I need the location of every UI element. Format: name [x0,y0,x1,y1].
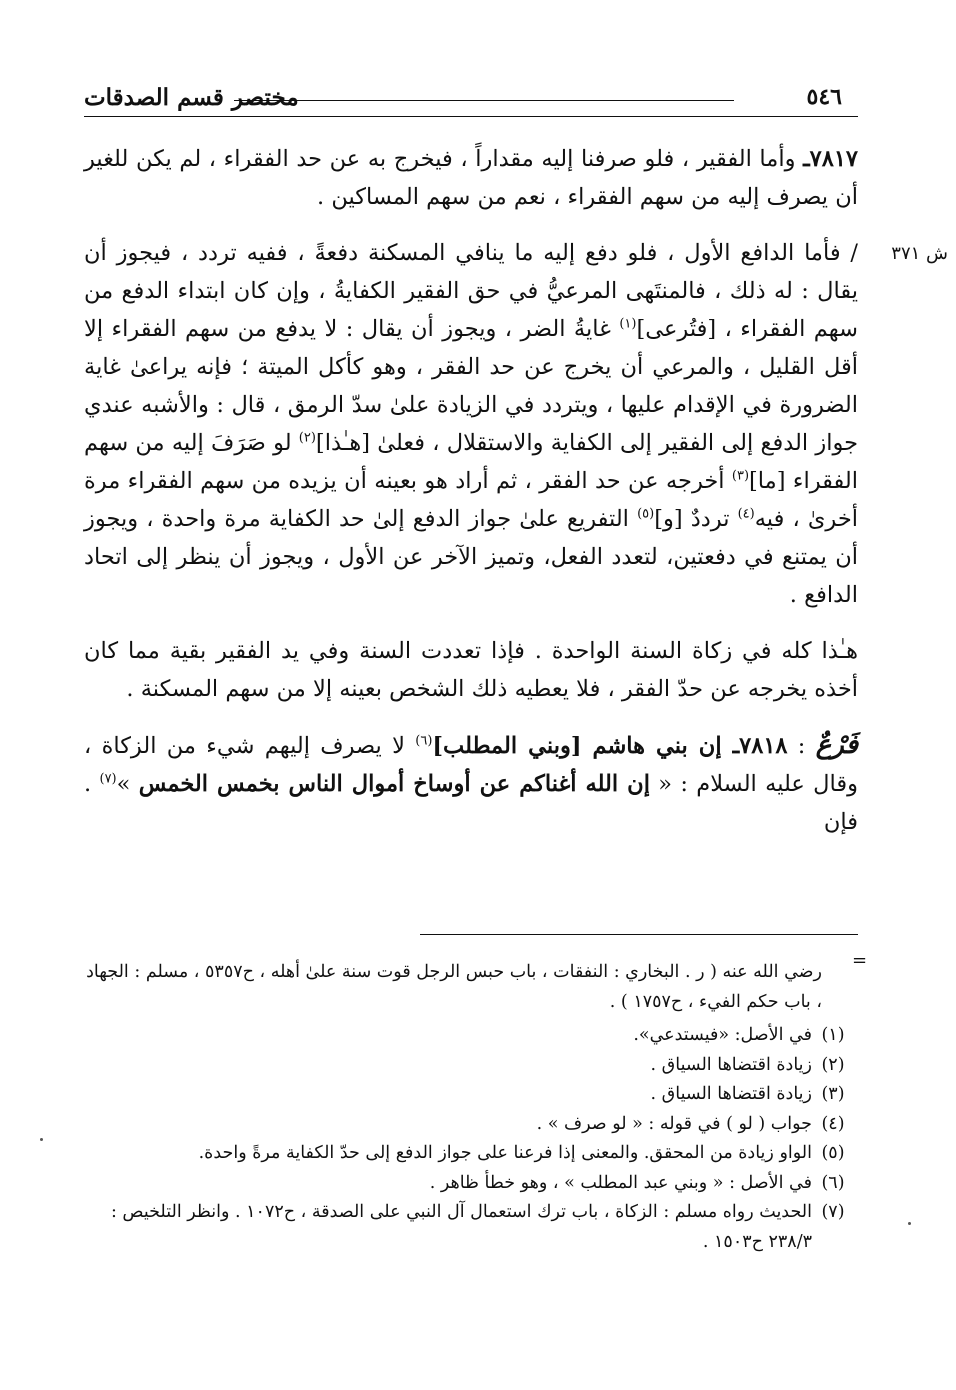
footnote-number: (٢) [821,1054,845,1075]
footnotes [84,958,854,1257]
footnote-5 [84,1139,854,1169]
footnote-3 [84,1080,854,1110]
footnote-ref-4[interactable]: (٤) [737,506,755,522]
colon: : [787,733,816,759]
footnote-ref-3[interactable]: (٣) [731,468,750,484]
paragraph-text: لا يصرف إليهم شيء من الزكاة ، وقال عليه السلام : « [84,733,858,797]
footnote-ref-7[interactable]: (٧) [99,771,117,787]
header-dash-rule [234,100,734,101]
footnote-number: (١) [821,1025,845,1045]
paragraph-text: . فإن [84,771,858,835]
footnote-ref-2[interactable]: (٢) [298,430,316,446]
paragraph-text: هـٰذا كله في زكاة السنة الواحدة . فإذا تعددت السنة وفي يد الفقير بقية مما كان أخذه يخرجه عن حدّ الفقر ، فلا يعطيه ذلك الشخص بعينه إلا من سهم المسكنة . [84,638,858,702]
footnote-number: (٤) [821,1113,845,1134]
footnote-text: الحديث رواه مسلم : الزكاة ، باب ترك استعمال آل النبي على الصدقة ، ح١٠٧٢ . وانظر التلخيص : ٢٣٨/٣ ح١٥٠٣ . [110,1202,812,1252]
scan-speck [908,1222,911,1225]
issue-heading-bold: ٧٨١٨ـ إن بني هاشم [وبني المطلب] [432,733,788,759]
footnote-text: في الأصل : « وبني عبد المطلب » ، وهو خطأ ظاهر . [429,1172,812,1193]
paragraph-7818 [84,726,858,841]
paragraph-text: التفريع علىٰ جواز الدفع إلىٰ حد الكفاية مرة واحدة ، ويجوز أن يمتنع في دفعتين، لتعدد الفعل، وتميز الآخر عن الأول ، ويجوز أن ينظر إلى اتحاد الدافع . [84,506,858,608]
running-header [84,84,854,116]
paragraph-text: وأما الفقير ، فلو صرفنا إليه مقداراً ، فيخرج به عن حد الفقراء ، لم يكن للغير أن يصرف إليه من سهم الفقراء ، نعم من سهم المساكين . [84,146,858,210]
scan-speck [40,1138,43,1141]
paragraph-text: ترددٌ [و] [654,506,738,532]
paragraph-single-year [84,632,858,708]
footnote-text: زيادة اقتضاها السياق . [650,1084,812,1104]
footnote-ref-5[interactable]: (٥) [637,506,655,522]
running-title: مختصر قسم الصدقات [84,84,299,111]
footnote-1 [84,1021,854,1051]
far-heading: فَرْعٌ [815,730,858,760]
footnote-divider [420,934,858,935]
footnote-4 [84,1110,854,1140]
footnote-number: (٦) [821,1172,845,1193]
footnote-2 [84,1051,854,1081]
footnote-number: (٥) [821,1143,845,1163]
footnote-text: زيادة اقتضاها السياق . [650,1054,812,1075]
header-divider [84,116,858,117]
footnote-ref-6[interactable]: (٦) [415,733,433,749]
paragraph-first-payer [84,234,858,614]
issue-number: ٧٨١٧ـ [803,146,858,172]
footnote-7 [84,1198,854,1257]
margin-folio-note: ش ٣٧١ [891,243,948,264]
footnote-number: (٣) [821,1084,845,1104]
paragraph-text: أخرجه عن حد الفقر ، ثم أراد هو بعينه أن يزيده من سهم الفقراء مرة أخرىٰ ، فيه [84,468,858,532]
page-number: ٥٤٦ [806,84,842,110]
footnote-6 [84,1169,854,1199]
paragraph-text: » [116,771,139,797]
footnote-text: الواو زيادة من المحقق. والمعنى إذا فرعنا على جواز الدفع إلى حدّ الكفاية مرةً واحدة. [198,1143,812,1163]
footnote-text: جواب ( لو ) في قوله : « لو صرف » . [536,1113,812,1134]
paragraph-7817 [84,140,858,216]
paragraph-text: / فأما الدافع الأول ، فلو دفع إليه ما ينافي المسكنة دفعةً ، ففيه تردد ، فيجوز أن يقال : له ذلك ، فالمنتَهى المرعيُّ في حق الفقير الكفايةُ ، وإن كان ابتداء الدفع من سهم الفقراء ، [فتُرعى] [84,240,858,342]
footnote-continuation: رضي الله عنه ( ر . البخاري : النفقات ، باب حبس الرجل قوت سنة علىٰ أهله ، ح٥٣٥٧ ، مسلم : الجهاد ، باب حكم الفيء ، ح١٧٥٧ ) . [86,962,822,1012]
paragraph-text: غايةُ الضر ، ويجوز أن يقال : لا يدفع من سهم الفقراء إلا أقل القليل ، والمرعي أن يخرج عن حد الفقر ، وهو كأكل الميتة ؛ فإنه يراعىٰ غاية الضرورة في الإقدام عليها ، ويتردد في الزيادة علىٰ سدّ الرمق ، قال : والأشبه عندي جواز الدفع إلى الفقير إلى الكفاية والاستقلال ، فعلىٰ [هـٰذا] [84,316,859,456]
hadith-quote: إن الله أغناكم عن أوساخ أموال الناس بخمس الخمس [138,771,650,797]
paragraph-text: لو صَرَفَ إليه من سهم الفقراء [ما] [84,430,858,494]
footnote-ref-1[interactable]: (١) [619,316,637,332]
footnote-text: في الأصل: «فيستدعي». [633,1025,812,1045]
footnote-number: (٧) [821,1202,845,1222]
continuation-mark: = [852,950,868,971]
main-text [84,140,858,859]
